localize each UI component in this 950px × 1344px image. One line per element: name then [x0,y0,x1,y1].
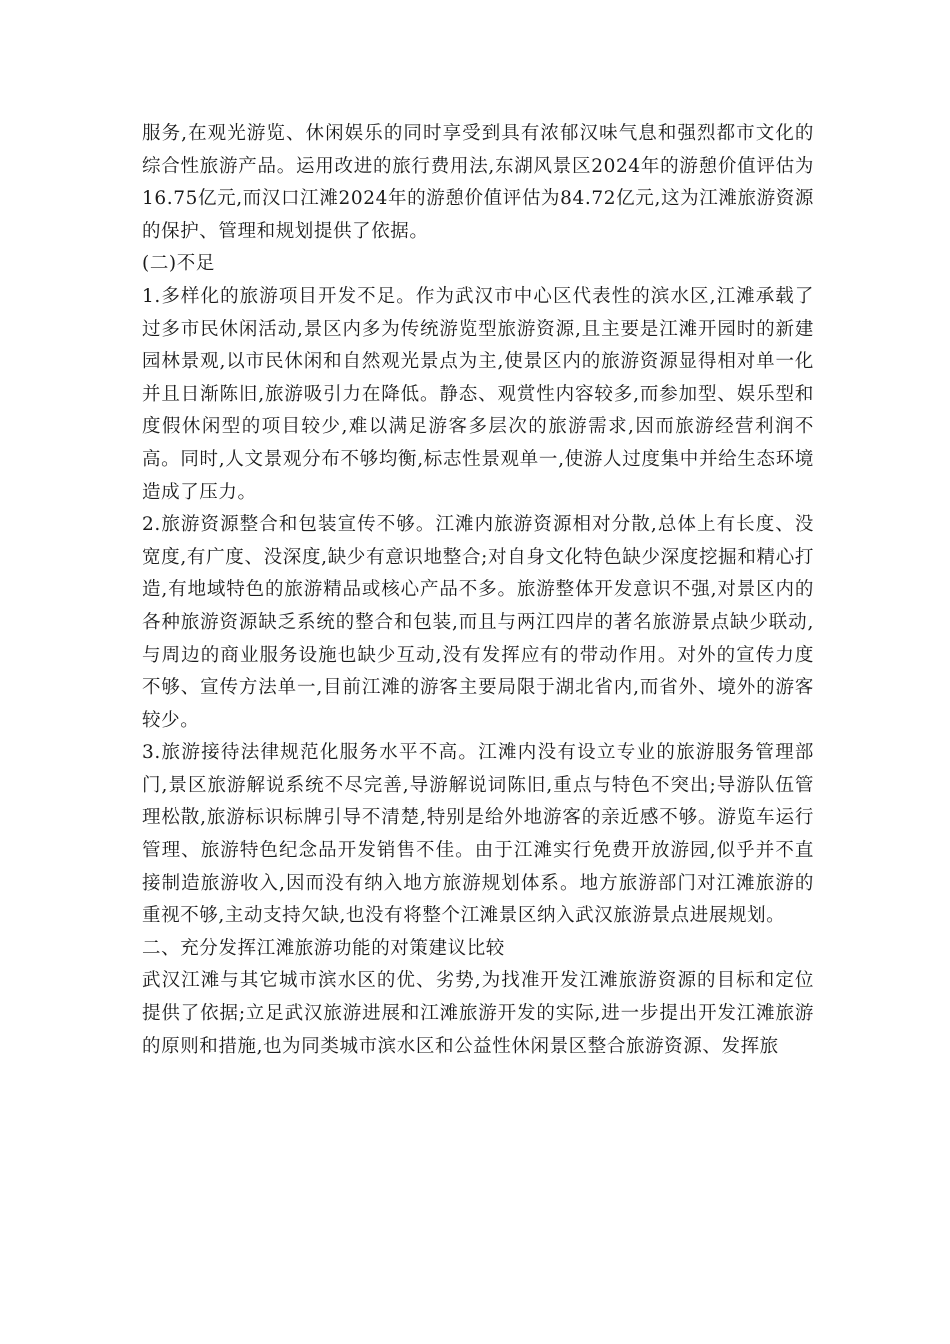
paragraph-shortcoming-2: 2.旅游资源整合和包装宣传不够。江滩内旅游资源相对分散,总体上有长度、没宽度,有广度、没深度,缺少有意识地整合;对自身文化特色缺少深度挖掘和精心打造,有地域特色的旅游精品或核心产品不多。旅游整体开发意识不强,对景区内的各种旅游资源缺乏系统的整合和包装,而且与两江四岸的著名旅游景点缺少联动,与周边的商业服务设施也缺少互动,没有发挥应有的带动作用。对外的宣传力度不够、宣传方法单一,目前江滩的游客主要局限于湖北省内,而省外、境外的游客较少。 [142,514,814,731]
section-heading-recommendations: 二、充分发挥江滩旅游功能的对策建议比较 [142,937,505,959]
paragraph-shortcoming-1: 1.多样化的旅游项目开发不足。作为武汉市中心区代表性的滨水区,江滩承载了过多市民休闲活动,景区内多为传统游览型旅游资源,且主要是江滩开园时的新建园林景观,以市民休闲和自然观光景点为主,使景区内的旅游资源显得相对单一化并且日渐陈旧,旅游吸引力在降低。静态、观赏性内容较多,而参加型、娱乐型和度假休闲型的项目较少,难以满足游客多层次的旅游需求,因而旅游经营利润不高。同时,人文景观分布不够均衡,标志性景观单一,使游人过度集中并给生态环境造成了压力。 [142,285,814,503]
paragraph-recommendations-intro: 武汉江滩与其它城市滨水区的优、劣势,为找准开发江滩旅游资源的目标和定位提供了依据;立足武汉旅游进展和江滩旅游开发的实际,进一步提出开发江滩旅游的原则和措施,也为同类城市滨水区和公益性休闲景区整合旅游资源、发挥旅 [142,970,814,1057]
paragraph-continuation: 服务,在观光游览、休闲娱乐的同时享受到具有浓郁汉味气息和强烈都市文化的综合性旅游产品。运用改进的旅行费用法,东湖风景区2024年的游憩价值评估为16.75亿元,而汉口江滩2024年的游憩价值评估为84.72亿元,这为江滩旅游资源的保护、管理和规划提供了依据。 [142,123,814,242]
document-body [142,118,814,1063]
section-heading-shortcomings: (二)不足 [142,253,215,275]
paragraph-shortcoming-3: 3.旅游接待法律规范化服务水平不高。江滩内没有设立专业的旅游服务管理部门,景区旅游解说系统不尽完善,导游解说词陈旧,重点与特色不突出;导游队伍管理松散,旅游标识标牌引导不清楚,特别是给外地游客的亲近感不够。游览车运行管理、旅游特色纪念品开发销售不佳。由于江滩实行免费开放游园,似乎并不直接制造旅游收入,因而没有纳入地方旅游规划体系。地方旅游部门对江滩旅游的重视不够,主动支持欠缺,也没有将整个江滩景区纳入武汉旅游景点进展规划。 [142,742,814,927]
